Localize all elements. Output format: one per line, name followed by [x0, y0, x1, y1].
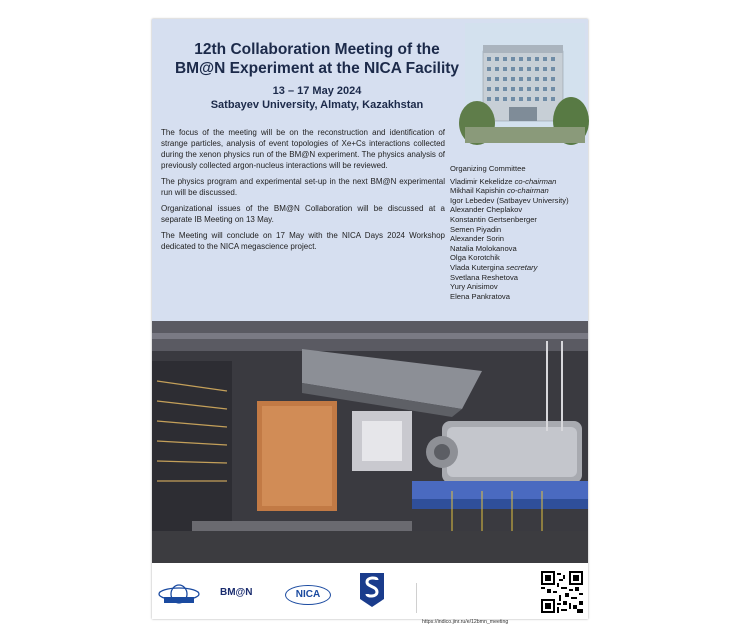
satbayev-university-logo [358, 571, 386, 609]
committee-member: Konstantin Gertsenberger [450, 214, 537, 224]
committee-member: Mikhail Kapishin co-chairman [450, 186, 549, 196]
committee-member: Alexander Cheplakov [450, 205, 523, 215]
title-line-1: 12th Collaboration Meeting of the [194, 41, 440, 58]
footer [152, 563, 588, 625]
committee-member: Yury Anisimov [450, 282, 498, 292]
satbayev-logo-icon [358, 571, 386, 609]
committee-member: Svetlana Reshetova [450, 272, 518, 282]
committee-member: Olga Korotchik [450, 253, 500, 263]
committee-member: Natalia Molokanova [450, 243, 517, 253]
committee-member: Igor Lebedev (Satbayev University) [450, 195, 569, 205]
committee-member: Alexander Sorin [450, 234, 505, 244]
committee-member: Vlada Kutergina secretary [450, 262, 538, 272]
university-building-photo [465, 23, 585, 143]
qr-code[interactable] [541, 571, 583, 613]
title-line-2: BM@N Experiment at the NICA Facility [174, 60, 460, 77]
meeting-url[interactable]: https://indico.jinr.ru/e/12bmn_meeting [422, 619, 509, 625]
bmn-logo: BM@N [220, 587, 253, 598]
meeting-venue: Satbayev University, Almaty, Kazakhstan [210, 99, 424, 111]
building-illustration [465, 23, 585, 143]
jinr-logo-icon [156, 583, 202, 605]
detector-illustration [152, 321, 588, 563]
committee-heading: Organizing Committee [450, 164, 526, 173]
organizing-committee [450, 164, 586, 301]
meeting-title [172, 40, 462, 78]
header-panel [152, 19, 588, 321]
qr-code-icon [541, 571, 583, 613]
committee-member: Elena Pankratova [450, 291, 510, 301]
experiment-setup-photo [152, 321, 588, 563]
committee-member: Vladimir Kekelidze co-chairman [450, 176, 557, 186]
nica-logo: NICA [285, 585, 331, 605]
footer-divider [416, 583, 417, 613]
paragraph-2: The physics program and experimental set-up in the next BM@N experimental run will be discussed. [161, 177, 445, 197]
paragraph-3: Organizational issues of the BM@N Collaboration will be discussed at a separate IB Meeting on 13 May. [161, 204, 445, 224]
meeting-dates: 13 – 17 May 2024 [272, 85, 362, 97]
jinr-logo [156, 583, 202, 605]
committee-member: Semen Piyadin [450, 224, 502, 234]
description [161, 127, 445, 257]
poster [152, 19, 588, 625]
dates-venue [172, 84, 462, 112]
paragraph-1: The focus of the meeting will be on the reconstruction and identification of strange particles, analysis of event topologies of Xe+Cs interactions collected during the xenon physics run of the BM@N experiment. The physics analysis of previously collected argon-nucleus interactions will be reviewed. [161, 128, 445, 170]
paragraph-4: The Meeting will conclude on 17 May with the NICA Days 2024 Workshop dedicated to the NICA megascience project. [161, 231, 445, 251]
